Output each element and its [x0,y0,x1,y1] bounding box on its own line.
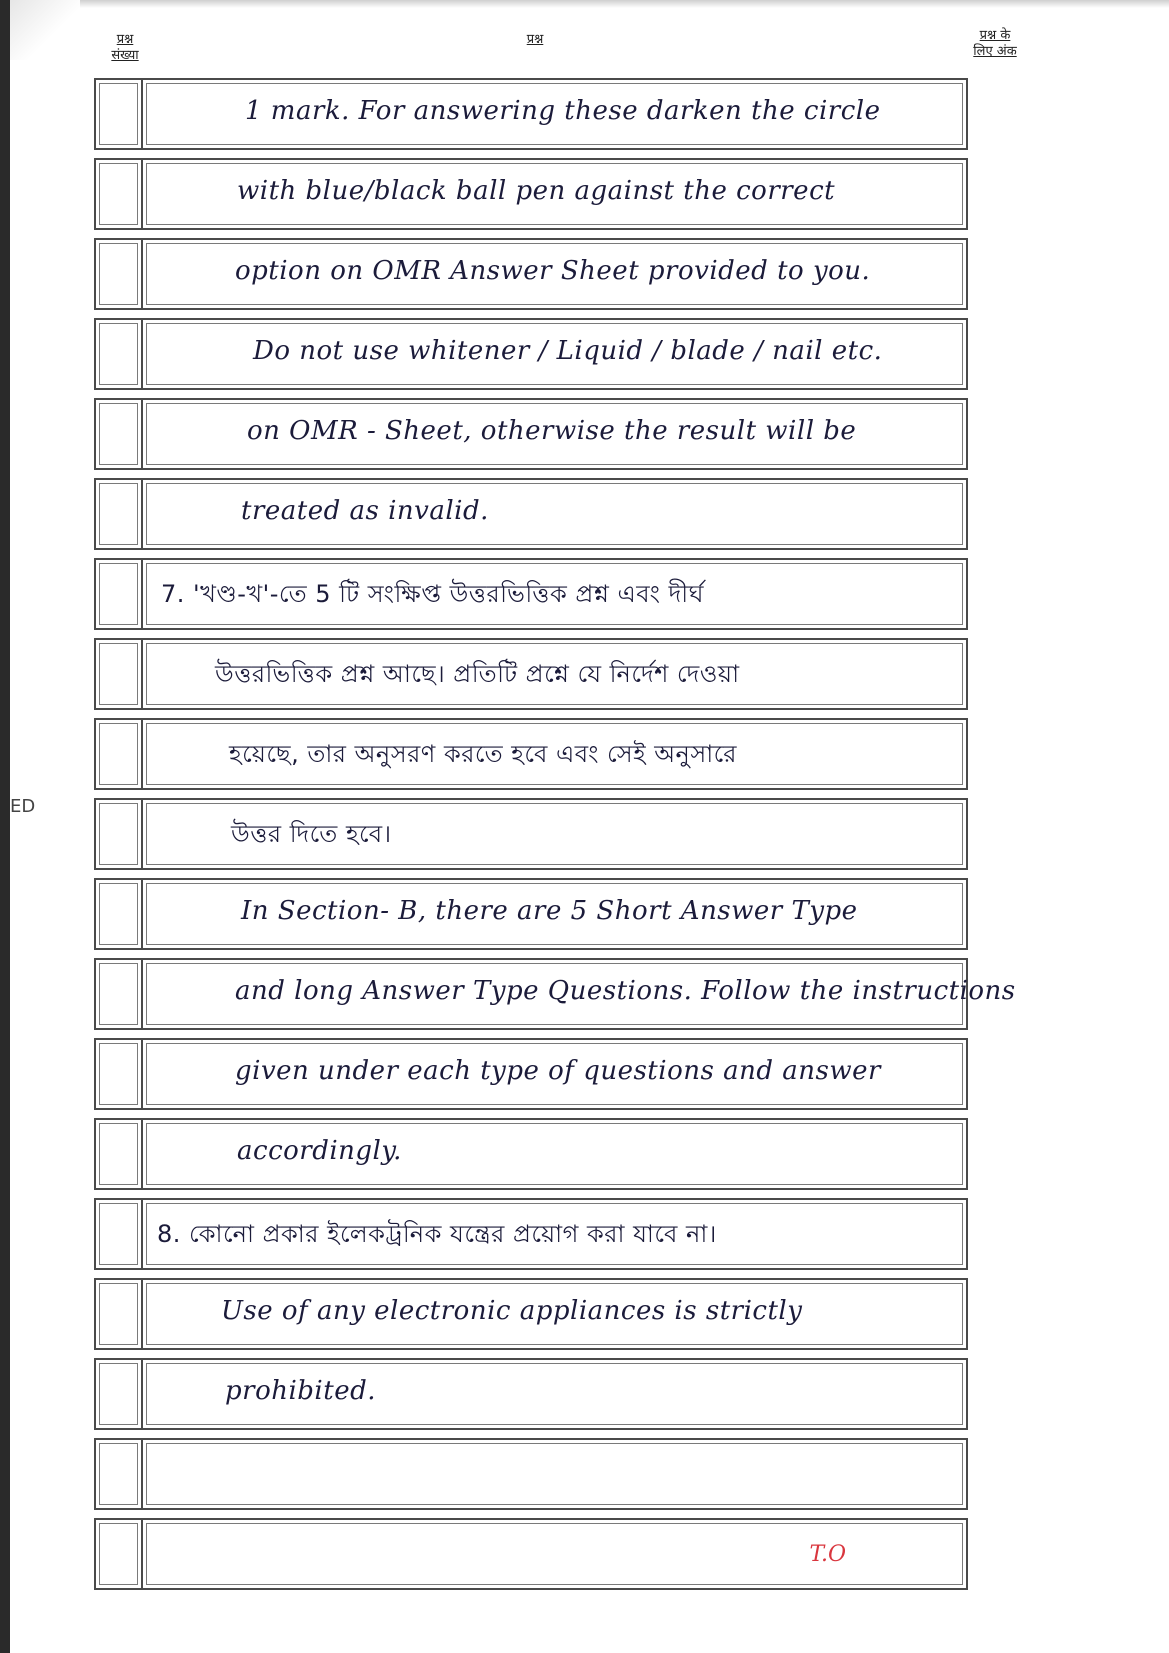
handwritten-line: given under each type of questions and answer [235,1056,881,1086]
text-cell [142,398,968,470]
marks-header-line1: प्रश्न के [979,28,1011,43]
question-header: प्रश्न [526,32,544,47]
text-cell [142,478,968,550]
question-number-cell [94,798,142,870]
sheet-row [94,78,968,150]
handwritten-line: 8. কোনো প্রকার ইলেকট্রনিক যন্ত্রের প্রয়োগ করা যাবে না। [157,1220,717,1248]
question-number-cell [94,78,142,150]
text-cell [142,1358,968,1430]
text-cell [142,1118,968,1190]
handwritten-line: with blue/black ball pen against the correct [237,176,836,206]
sheet-row [94,638,968,710]
question-number-cell [94,958,142,1030]
sheet-row [94,798,968,870]
question-number-cell [94,638,142,710]
question-number-cell [94,718,142,790]
sheet-row [94,398,968,470]
scan-left-edge [0,0,10,1653]
question-number-header-line2: संख्या [111,48,139,63]
handwritten-line: In Section- B, there are 5 Short Answer Type [241,896,858,926]
marks-header [960,28,1030,60]
text-cell [142,1278,968,1350]
question-number-cell [94,1198,142,1270]
question-number-header-line1: प्रश्न [116,32,134,47]
handwritten-line: Use of any electronic appliances is strictly [221,1296,803,1326]
question-number-header [100,32,150,64]
text-cell [142,1518,968,1590]
handwritten-line: 7. 'খণ্ড-খ'-তে 5 টি সংক্ষিপ্ত উত্তরভিত্তিক প্রশ্ন এবং দীর্ঘ [161,580,704,608]
handwritten-line: accordingly. [237,1136,402,1166]
text-cell [142,78,968,150]
page-corner-fold [10,0,80,60]
question-number-cell [94,1358,142,1430]
scan-top-shadow [0,0,1169,8]
text-cell [142,158,968,230]
question-number-cell [94,1278,142,1350]
question-number-cell [94,478,142,550]
text-cell [142,798,968,870]
text-cell [142,958,1016,1030]
handwritten-line: treated as invalid. [241,496,489,526]
handwritten-line: উত্তর দিতে হবে। [231,820,392,848]
question-number-cell [94,398,142,470]
question-number-cell [94,238,142,310]
text-cell [142,1038,968,1110]
sheet-row [94,1358,968,1430]
question-number-cell [94,558,142,630]
question-number-cell [94,1438,142,1510]
question-number-cell [94,1118,142,1190]
sheet-row [94,478,968,550]
text-cell [142,1198,968,1270]
sheet-row [94,158,968,230]
question-number-cell [94,1038,142,1110]
handwritten-line: on OMR - Sheet, otherwise the result will be [247,416,857,446]
margin-mark: ED [10,796,36,817]
question-number-cell [94,158,142,230]
sheet-row [94,1518,968,1590]
question-number-cell [94,318,142,390]
handwritten-line: Do not use whitener / Liquid / blade / nail etc. [253,336,883,366]
text-cell [142,638,968,710]
turn-over-mark: T.O [809,1542,846,1567]
text-cell [142,238,968,310]
handwritten-line: option on OMR Answer Sheet provided to you. [235,256,871,286]
text-cell [142,1438,968,1510]
answer-sheet-grid [94,78,1016,1598]
sheet-row [94,718,968,790]
question-number-cell [94,1518,142,1590]
handwritten-line: prohibited. [225,1376,376,1406]
handwritten-line: হয়েছে, তার অনুসরণ করতে হবে এবং সেই অনুসারে [229,740,738,768]
sheet-row [94,1438,968,1510]
sheet-row [94,1278,968,1350]
sheet-row [94,318,968,390]
text-cell [142,558,968,630]
sheet-row [94,1038,968,1110]
sheet-row [94,958,1016,1030]
text-cell [142,718,968,790]
question-number-cell [94,878,142,950]
handwritten-line: and long Answer Type Questions. Follow the instructions [235,976,1016,1006]
sheet-row [94,1118,968,1190]
handwritten-line: উত্তরভিত্তিক প্রশ্ন আছে। প্রতিটি প্রশ্নে যে নির্দেশ দেওয়া [215,660,740,688]
sheet-row [94,558,968,630]
sheet-row [94,238,968,310]
sheet-row [94,1198,968,1270]
sheet-row [94,878,968,950]
marks-header-line2: लिए अंक [973,44,1017,59]
text-cell [142,878,968,950]
handwritten-line: 1 mark. For answering these darken the circle [245,96,881,126]
text-cell [142,318,968,390]
